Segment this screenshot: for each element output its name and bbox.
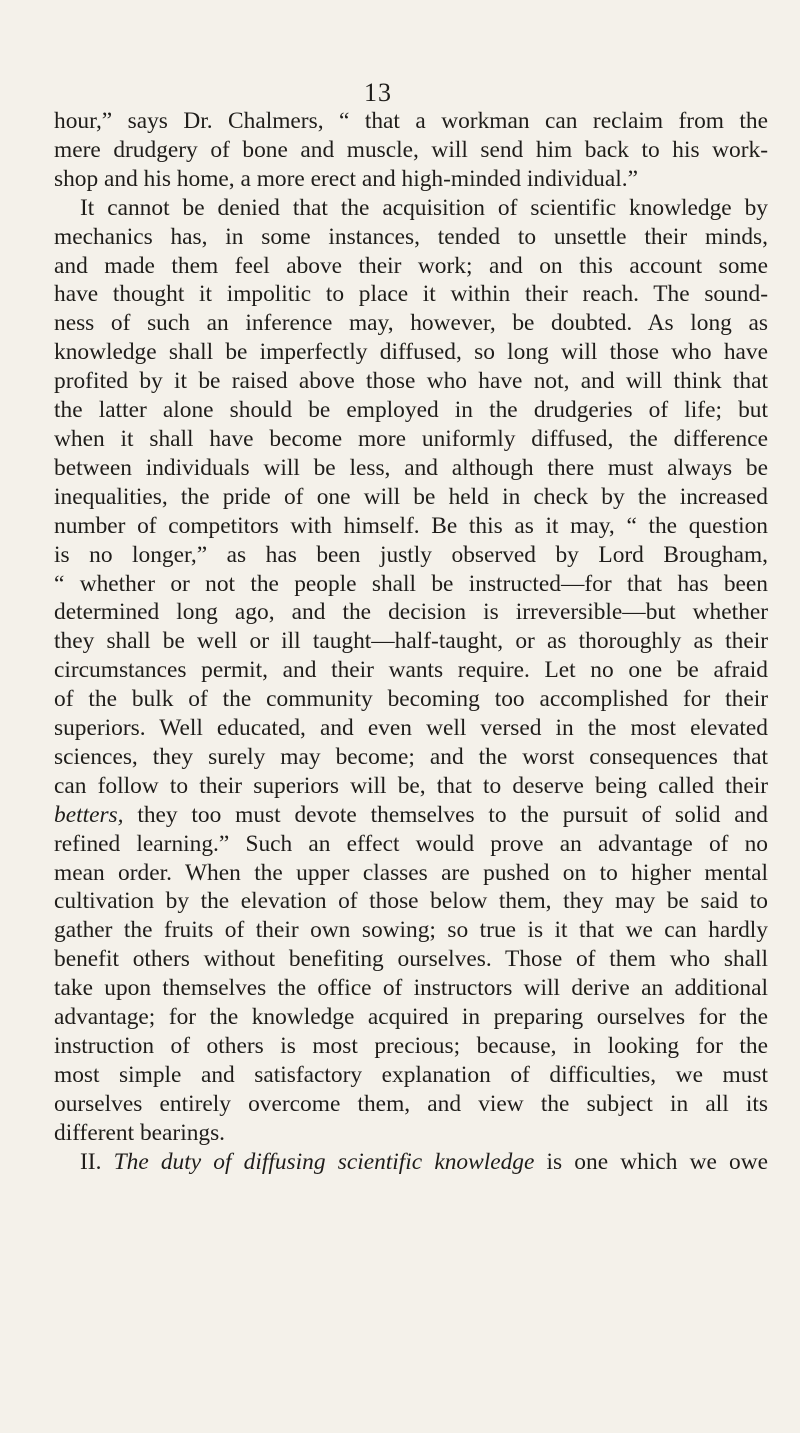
text-line: ness of such an inference may, however, be doubted. As long as (54, 310, 768, 337)
text-line: circumstances permit, and their wants require. Let no one be afraid (54, 657, 768, 684)
text-line: shop and his home, a more erect and high-minded individual.” (54, 165, 638, 192)
text-line: the latter alone should be employed in the drudgeries of life; but (54, 397, 768, 424)
text-line: most simple and satisfactory explanation of difficulties, we must (54, 1061, 768, 1088)
text-line: determined long ago, and the decision is irreversible—but whether (54, 599, 768, 626)
text-line: have thought it impolitic to place it within their reach. The sound- (54, 281, 768, 308)
line-text: they too must devote themselves to the pursuit of solid and (123, 801, 768, 828)
text-line: when it shall have become more uniformly diffused, the difference (54, 425, 768, 452)
section-numeral: II. (80, 1148, 114, 1175)
body-text (54, 107, 768, 1177)
text-line (54, 1148, 768, 1177)
text-line: number of competitors with himself. Be this as it may, “ the question (54, 512, 768, 539)
line-text: is one which we owe (534, 1148, 768, 1175)
italic-word: betters, (54, 801, 124, 828)
text-line: cultivation by the elevation of those below them, they may be said to (54, 888, 768, 915)
text-line: mean order. When the upper classes are pushed on to higher mental (54, 859, 768, 886)
text-line: is no longer,” as has been justly observed by Lord Brougham, (54, 541, 768, 568)
text-line: can follow to their superiors will be, that to deserve being called their (54, 772, 768, 799)
text-line: It cannot be denied that the acquisition of scientific knowledge by (80, 194, 768, 221)
italic-phrase: The duty of diffusing scientific knowledge (113, 1148, 535, 1175)
text-line: they shall be well or ill taught—half-taught, or as thoroughly as their (54, 628, 768, 655)
text-line: take upon themselves the office of instructors will derive an additional (54, 975, 768, 1002)
page-number: 13 (364, 78, 392, 107)
text-line: instruction of others is most precious; because, in looking for the (54, 1033, 768, 1059)
text-line: knowledge shall be imperfectly diffused, so long will those who have (54, 339, 768, 366)
text-line (54, 801, 768, 830)
text-line: hour,” says Dr. Chalmers, “ that a workman can reclaim from the (54, 108, 768, 134)
text-line: superiors. Well educated, and even well versed in the most elevated (54, 715, 768, 742)
text-line: profited by it be raised above those who have not, and will think that (54, 368, 768, 395)
text-line: advantage; for the knowledge acquired in preparing ourselves for the (54, 1004, 768, 1031)
text-line: between individuals will be less, and although there must always be (54, 454, 768, 481)
text-line: refined learning.” Such an effect would prove an advantage of no (54, 830, 768, 857)
text-line: mere drudgery of bone and muscle, will send him back to his work- (54, 136, 768, 163)
text-line: gather the fruits of their own sowing; so true is it that we can hardly (54, 917, 768, 944)
text-line: sciences, they surely may become; and the worst consequences that (54, 743, 768, 770)
text-line: benefit others without benefiting ourselves. Those of them who shall (54, 946, 768, 973)
text-line: of the bulk of the community becoming too accomplished for their (54, 686, 768, 713)
text-line: and made them feel above their work; and on this account some (54, 252, 768, 279)
text-line: “ whether or not the people shall be instructed—for that has been (54, 570, 768, 597)
text-line: mechanics has, in some instances, tended to unsettle their minds, (54, 223, 768, 250)
text-line: ourselves entirely overcome them, and view the subject in all its (54, 1090, 768, 1117)
text-line: different bearings. (54, 1119, 226, 1146)
text-line: inequalities, the pride of one will be held in check by the increased (54, 483, 768, 510)
